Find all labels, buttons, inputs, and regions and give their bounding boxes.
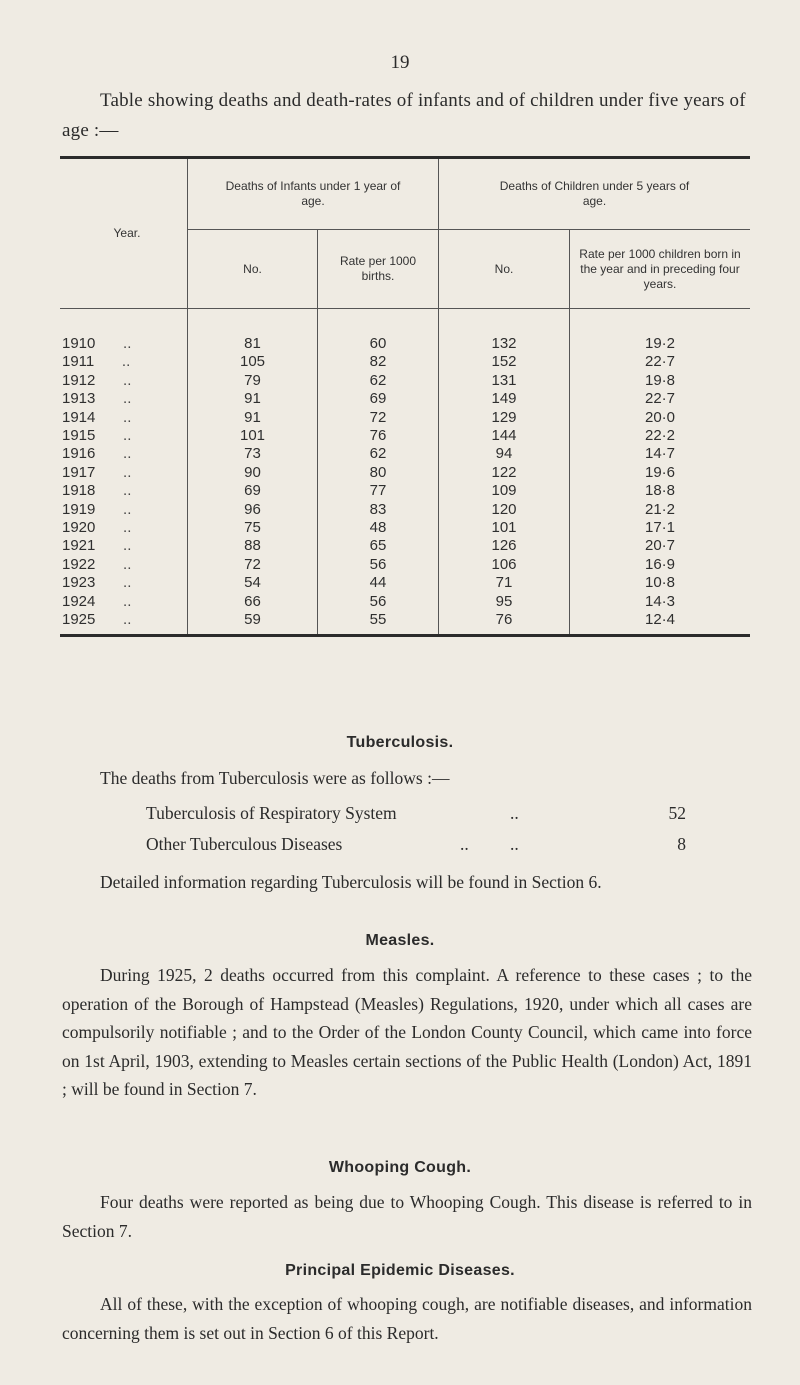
row-dots: .. [123, 519, 132, 537]
table-row [60, 574, 750, 592]
table-row [60, 464, 750, 482]
table-bottom-rule-cell [60, 634, 750, 636]
year-value: 1924 [62, 592, 96, 610]
row-dots: .. [123, 574, 132, 592]
infants-no-cell: 91 [188, 390, 318, 408]
epidemic-heading: Principal Epidemic Diseases. [285, 1262, 515, 1279]
infants-rate-cell: 83 [318, 501, 439, 519]
children-rate-cell: 20·0 [570, 409, 751, 427]
infants-no-cell: 75 [188, 519, 318, 537]
tuberculosis-item-label: Other Tuberculous Diseases [146, 834, 343, 854]
infants-group-header [188, 158, 439, 230]
year-cell [60, 464, 188, 482]
infants-rate-cell: 80 [318, 464, 439, 482]
year-value: 1916 [62, 445, 96, 463]
infants-no-cell: 54 [188, 574, 318, 592]
children-rate-cell: 19·6 [570, 464, 751, 482]
infants-rate-cell: 76 [318, 427, 439, 445]
infants-rate-cell: 44 [318, 574, 439, 592]
table-intro: Table showing deaths and death-rates of infants and of children under five years of age :— [62, 90, 746, 141]
table-row [60, 482, 750, 500]
children-rate-cell: 20·7 [570, 537, 751, 555]
year-cell [60, 501, 188, 519]
year-value: 1920 [62, 519, 96, 537]
children-no-cell: 106 [439, 556, 570, 574]
children-group-header-text: Deaths of Children under 5 years of age. [499, 179, 690, 208]
measles-paragraph: During 1925, 2 deaths occurred from this complaint. A reference to these cases ; to the operation of the Borough of Hampstead (Measles) Regulations, 1920, under which all cases are compulsorily notifiable ; and to the Order of the London County Council, which came into force on 1st April, 1903, extending to Measles certain sections of the Public Health (London) Act, 1891 ; will be found in Section 7. [62, 965, 752, 1099]
children-rate-header [570, 230, 751, 309]
children-rate-cell: 14·3 [570, 593, 751, 611]
children-no-header: No. [439, 230, 570, 309]
measles-heading: Measles. [365, 932, 435, 949]
tuberculosis-item-dots: .. [510, 803, 519, 823]
table-row [60, 409, 750, 427]
infants-no-header: No. [188, 230, 318, 309]
infants-no-cell: 69 [188, 482, 318, 500]
row-dots: .. [123, 555, 132, 573]
year-value: 1919 [62, 500, 96, 518]
children-rate-cell: 22·7 [570, 390, 751, 408]
row-dots: .. [123, 390, 132, 408]
mortality-table [60, 156, 750, 637]
whooping-cough-heading: Whooping Cough. [328, 1159, 472, 1176]
infants-no-cell: 66 [188, 593, 318, 611]
year-cell [60, 409, 188, 427]
children-rate-cell: 22·7 [570, 353, 751, 371]
children-no-cell: 71 [439, 574, 570, 592]
tuberculosis-heading: Tuberculosis. [346, 734, 454, 751]
table-row [60, 390, 750, 408]
tuberculosis-item-dots-a: .. [460, 834, 469, 854]
year-cell [60, 482, 188, 500]
children-no-cell: 129 [439, 409, 570, 427]
tuberculosis-item [146, 834, 686, 858]
infants-no-cell: 91 [188, 409, 318, 427]
children-no-cell: 144 [439, 427, 570, 445]
table-row [60, 537, 750, 555]
year-cell [60, 445, 188, 463]
children-group-header [439, 158, 751, 230]
infants-rate-cell: 77 [318, 482, 439, 500]
year-cell [60, 611, 188, 633]
tuberculosis-intro: The deaths from Tuberculosis were as follows :— [100, 768, 450, 788]
year-cell [60, 537, 188, 555]
tuberculosis-item-dots-b: .. [510, 834, 519, 854]
children-rate-cell: 19·2 [570, 309, 751, 354]
year-cell [60, 427, 188, 445]
page-number: 19 [390, 52, 410, 73]
row-dots: .. [123, 500, 132, 518]
infants-rate-cell: 65 [318, 537, 439, 555]
children-no-cell: 109 [439, 482, 570, 500]
row-dots: .. [123, 371, 132, 389]
infants-no-cell: 101 [188, 427, 318, 445]
children-rate-cell: 18·8 [570, 482, 751, 500]
row-dots: .. [123, 482, 132, 500]
year-cell [60, 390, 188, 408]
table-row [60, 611, 750, 633]
table-row [60, 556, 750, 574]
row-dots: .. [123, 427, 132, 445]
infants-rate-cell: 48 [318, 519, 439, 537]
infants-rate-cell: 72 [318, 409, 439, 427]
children-no-cell: 152 [439, 353, 570, 371]
year-column-header: Year. [60, 158, 188, 309]
tuberculosis-item [146, 803, 686, 827]
year-cell [60, 556, 188, 574]
table-bottom-rule [60, 634, 750, 636]
infants-rate-header [318, 230, 439, 309]
year-cell [60, 519, 188, 537]
row-dots: .. [123, 463, 132, 481]
children-no-cell: 122 [439, 464, 570, 482]
tuberculosis-detail: Detailed information regarding Tuberculosis will be found in Section 6. [100, 872, 602, 892]
infants-rate-header-text: Rate per 1000 births. [339, 254, 417, 283]
table-row [60, 372, 750, 390]
children-no-cell: 101 [439, 519, 570, 537]
table-row [60, 501, 750, 519]
children-no-cell: 120 [439, 501, 570, 519]
row-dots: .. [123, 537, 132, 555]
children-no-cell: 132 [439, 309, 570, 354]
year-value: 1914 [62, 408, 96, 426]
children-no-cell: 95 [439, 593, 570, 611]
infants-no-cell: 105 [188, 353, 318, 371]
row-dots: .. [123, 408, 132, 426]
infants-no-cell: 59 [188, 611, 318, 633]
table-row [60, 593, 750, 611]
year-value: 1917 [62, 463, 96, 481]
row-dots: .. [121, 353, 131, 371]
year-value: 1918 [62, 482, 96, 500]
children-rate-cell: 12·4 [570, 611, 751, 633]
row-dots: .. [123, 335, 132, 352]
infants-no-cell: 96 [188, 501, 318, 519]
children-rate-cell: 10·8 [570, 574, 751, 592]
children-no-cell: 126 [439, 537, 570, 555]
infants-rate-cell: 55 [318, 611, 439, 633]
year-cell [60, 593, 188, 611]
children-no-cell: 76 [439, 611, 570, 633]
year-value: 1923 [62, 574, 96, 592]
tuberculosis-item-value: 52 [668, 803, 686, 823]
infants-no-cell: 88 [188, 537, 318, 555]
year-value: 1913 [62, 390, 96, 408]
infants-rate-cell: 56 [318, 593, 439, 611]
children-rate-cell: 22·2 [570, 427, 751, 445]
infants-rate-cell: 56 [318, 556, 439, 574]
year-cell [60, 372, 188, 390]
tuberculosis-item-value: 8 [677, 834, 686, 854]
table-body [60, 309, 750, 636]
children-no-cell: 131 [439, 372, 570, 390]
infants-rate-cell: 82 [318, 353, 439, 371]
infants-no-cell: 81 [188, 309, 318, 354]
row-dots: .. [123, 445, 132, 463]
table-row [60, 353, 750, 371]
children-rate-cell: 16·9 [570, 556, 751, 574]
year-value: 1925 [62, 611, 96, 629]
infants-rate-cell: 60 [318, 309, 439, 354]
children-no-cell: 149 [439, 390, 570, 408]
year-value: 1910 [62, 335, 96, 352]
infants-no-cell: 72 [188, 556, 318, 574]
children-rate-header-text: Rate per 1000 children born in the year and in preceding four years. [579, 246, 741, 291]
row-dots: .. [123, 592, 132, 610]
infants-rate-cell: 69 [318, 390, 439, 408]
children-rate-cell: 21·2 [570, 501, 751, 519]
table-row [60, 427, 750, 445]
infants-rate-cell: 62 [318, 445, 439, 463]
children-no-cell: 94 [439, 445, 570, 463]
year-cell [60, 309, 188, 354]
infants-no-cell: 79 [188, 372, 318, 390]
row-dots: .. [123, 611, 132, 629]
infants-no-cell: 73 [188, 445, 318, 463]
year-cell [60, 353, 188, 371]
children-rate-cell: 19·8 [570, 372, 751, 390]
children-rate-cell: 14·7 [570, 445, 751, 463]
table-row [60, 519, 750, 537]
year-cell [60, 574, 188, 592]
infants-rate-cell: 62 [318, 372, 439, 390]
tuberculosis-item-label: Tuberculosis of Respiratory System [146, 803, 397, 823]
children-rate-cell: 17·1 [570, 519, 751, 537]
year-value: 1911 [62, 353, 95, 371]
whooping-cough-paragraph: Four deaths were reported as being due to Whooping Cough. This disease is referred to in Section 7. [62, 1192, 752, 1241]
table-row [60, 445, 750, 463]
year-value: 1922 [62, 555, 96, 573]
year-value: 1915 [62, 427, 96, 445]
year-value: 1912 [62, 371, 96, 389]
year-value: 1921 [62, 537, 96, 555]
infants-no-cell: 90 [188, 464, 318, 482]
table-row [60, 309, 750, 354]
infants-group-header-text: Deaths of Infants under 1 year of age. [225, 179, 401, 208]
epidemic-paragraph: All of these, with the exception of whooping cough, are notifiable diseases, and information concerning them is set out in Section 6 of this Report. [62, 1294, 752, 1343]
